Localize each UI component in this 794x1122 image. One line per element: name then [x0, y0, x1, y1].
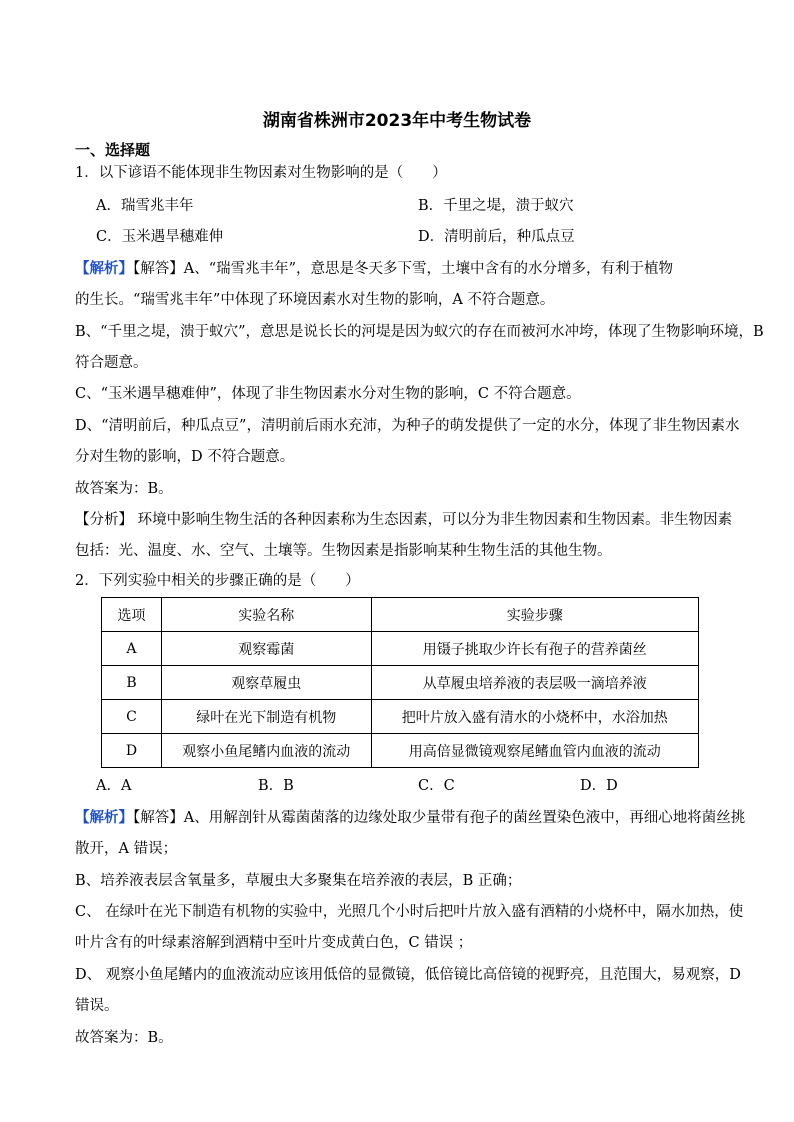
q2-option-b: B．B: [258, 778, 294, 794]
q2-analysis-line: 错误。: [75, 998, 119, 1014]
q2-analysis-line: C、 在绿叶在光下制造有机物的实验中，光照几个小时后把叶片放入盛有酒精的小烧杯中，隔水加热，使: [75, 904, 744, 920]
table-header-cell: 实验步骤: [371, 598, 698, 632]
table-cell: D: [102, 734, 162, 768]
analysis-tag: 【解析】: [75, 809, 133, 826]
q2-answer-line: 故答案为：B。: [75, 1030, 173, 1046]
table-cell: 观察小鱼尾鳍内血液的流动: [161, 734, 371, 768]
q1-fenxi-line: [75, 510, 733, 530]
table-cell: C: [102, 700, 162, 734]
q2-option-c: C．C: [418, 778, 455, 794]
table-cell: 从草履虫培养液的表层吸一滴培养液: [371, 666, 698, 700]
q1-answer-line: 故答案为：B。: [75, 481, 173, 497]
q1-analysis-line: B、“千里之堤，溃于蚁穴”，意思是说长长的河堤是因为蚁穴的存在而被河水冲垮，体现了生物影响环境，B: [75, 324, 764, 340]
table-cell: A: [102, 632, 162, 666]
fenxi-tag: 【分析】: [75, 512, 133, 528]
q2-analysis-line: 散开，A 错误；: [75, 841, 178, 857]
q2-analysis-line: 叶片含有的叶绿素溶解到酒精中至叶片变成黄白色，C 错误 ；: [75, 935, 473, 951]
q2-option-a: A．A: [96, 778, 132, 794]
table-header-cell: 实验名称: [161, 598, 371, 632]
q1-analysis-line: [75, 259, 725, 279]
table-cell: 用镊子挑取少许长有孢子的营养菌丝: [371, 632, 698, 666]
q1-analysis-line: 分对生物的影响，D 不符合题意。: [75, 449, 295, 465]
table-cell: 观察霉菌: [161, 632, 371, 666]
q1-analysis-line: 的生长。“瑞雪兆丰年”中体现了环境因素水对生物的影响，A 不符合题意。: [75, 292, 555, 308]
q1-fenxi-text: 环境中影响生物生活的各种因素称为生态因素，可以分为非生物因素和生物因素。非生物因素: [137, 512, 733, 528]
q1-stem: 1．以下谚语不能体现非生物因素对生物影响的是（ ）: [75, 165, 447, 181]
q2-stem: 2．下列实验中相关的步骤正确的是（ ）: [75, 573, 360, 589]
q1-analysis-line: D、“清明前后，种瓜点豆”，清明前后雨水充沛，为种子的萌发提供了一定的水分，体现了非生物因素水: [75, 418, 740, 434]
experiment-table: [101, 597, 699, 768]
q2-analysis-line: [75, 808, 746, 828]
table-cell: 绿叶在光下制造有机物: [161, 700, 371, 734]
analysis-tag: 【解析】: [75, 260, 133, 277]
table-header-row: [102, 598, 699, 632]
page-title: 湖南省株洲市2023年中考生物试卷: [262, 111, 532, 131]
q1-analysis-line: 符合题意。: [75, 355, 148, 371]
table-cell: B: [102, 666, 162, 700]
q1-option-a: A．瑞雪兆丰年: [96, 198, 194, 214]
q1-option-d: D．清明前后，种瓜点豆: [418, 229, 575, 245]
table-row: [102, 666, 699, 700]
q1-option-c: C．玉米遇旱穗难伸: [96, 229, 224, 245]
table-row: [102, 700, 699, 734]
table-cell: 把叶片放入盛有清水的小烧杯中，水浴加热: [371, 700, 698, 734]
q1-option-b: B．千里之堤，溃于蚁穴: [418, 198, 574, 214]
q2-option-d: D．D: [580, 778, 618, 794]
table-row: [102, 632, 699, 666]
q2-analysis-text: 【解答】A、用解剖针从霉菌菌落的边缘处取少量带有孢子的菌丝置染色液中，再细心地将菌丝挑: [133, 810, 746, 826]
table-cell: 观察草履虫: [161, 666, 371, 700]
table-cell: 用高倍显微镜观察尾鳍血管内血液的流动: [371, 734, 698, 768]
section-heading: 一、选择题: [75, 141, 151, 159]
q1-analysis-line: C、“玉米遇旱穗难伸”，体现了非生物因素水分对生物的影响，C 不符合题意。: [75, 386, 581, 402]
q2-analysis-line: B、培养液表层含氧量多，草履虫大多聚集在培养液的表层，B 正确；: [75, 873, 522, 889]
q1-fenxi-line: 包括：光、温度、水、空气、土壤等。生物因素是指影响某种生物生活的其他生物。: [75, 543, 612, 559]
table-header-cell: 选项: [102, 598, 162, 632]
table-row: [102, 734, 699, 768]
q2-analysis-line: D、 观察小鱼尾鳍内的血液流动应该用低倍的显微镜，低倍镜比高倍镜的视野亮，且范围大，易观察，D: [75, 967, 741, 983]
q1-analysis-text: 【解答】A、“瑞雪兆丰年”，意思是冬天多下雪，土壤中含有的水分增多，有利于植物: [133, 261, 674, 277]
